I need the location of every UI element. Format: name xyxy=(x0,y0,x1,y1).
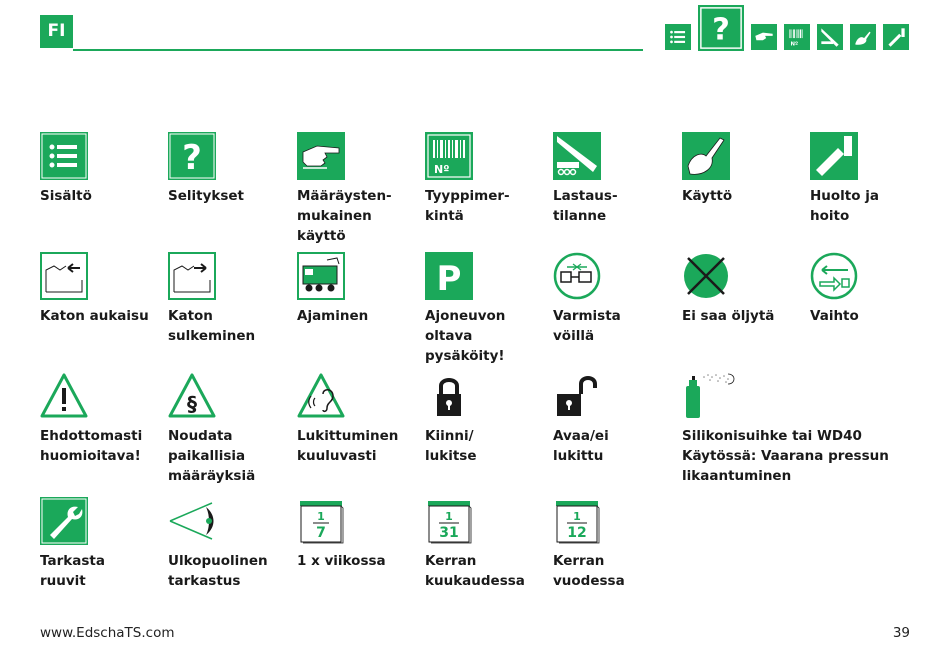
regulation-icon xyxy=(168,372,216,420)
legend-item-no-oil xyxy=(682,252,810,326)
footer-url[interactable]: www.EdschaTS.com xyxy=(40,625,175,641)
legend-item-driving xyxy=(297,252,425,326)
legend-item-audible-lock xyxy=(297,372,425,466)
legend-label: Kiinni/ lukitse xyxy=(425,428,477,464)
legend-item-maintenance xyxy=(810,132,938,226)
legend-label: Tyyppimer- kintä xyxy=(425,188,510,224)
lock-open-icon xyxy=(553,372,601,420)
svg-text:Nº: Nº xyxy=(434,163,450,176)
nav-pointing-hand-icon[interactable] xyxy=(751,24,777,50)
legend-item-explanations xyxy=(168,132,296,206)
header-rule xyxy=(73,49,643,51)
calendar-yearly-icon xyxy=(553,497,601,545)
roof-close-icon xyxy=(168,252,216,300)
legend-label: Ehdottomasti huomioitava! xyxy=(40,428,143,464)
legend-item-check-screws xyxy=(40,497,168,591)
legend-item-roof-open xyxy=(40,252,168,326)
check-belts-icon xyxy=(553,252,601,300)
legend-label: Ajaminen xyxy=(297,308,369,324)
nav-loading-icon[interactable] xyxy=(817,24,843,50)
legend-item-regulations xyxy=(168,372,296,486)
spray-can-icon xyxy=(682,372,742,420)
audible-lock-icon xyxy=(297,372,345,420)
page-number: 39 xyxy=(892,625,910,641)
legend-label: Silikonisuihke tai WD40 Käytössä: Vaarana pressun likaantuminen xyxy=(682,428,889,484)
calendar-monthly-icon xyxy=(425,497,473,545)
legend-label: Kerran kuukaudessa xyxy=(425,553,525,589)
legend-item-yearly xyxy=(553,497,681,591)
usage-icon xyxy=(682,132,730,180)
legend-label: Katon sulkeminen xyxy=(168,308,256,344)
legend-item-usage xyxy=(682,132,810,206)
no-oil-icon xyxy=(682,252,730,300)
legend-item-intended-use xyxy=(297,132,425,246)
nav-question-icon[interactable] xyxy=(698,5,744,51)
calendar-weekly-icon xyxy=(297,497,345,545)
nav-usage-icon[interactable] xyxy=(850,24,876,50)
replace-icon xyxy=(810,252,858,300)
wrench-icon xyxy=(40,497,88,545)
legend-item-monthly xyxy=(425,497,553,591)
visual-inspection-icon xyxy=(168,497,216,545)
legend-item-parking xyxy=(425,252,553,366)
legend-item-warning xyxy=(40,372,168,466)
svg-text:P: P xyxy=(436,259,462,299)
legend-label: Varmista vöillä xyxy=(553,308,621,344)
legend-item-replace xyxy=(810,252,938,326)
list-icon xyxy=(40,132,88,180)
legend-item-check-belts xyxy=(553,252,681,346)
legend-item-loading xyxy=(553,132,681,226)
maintenance-icon xyxy=(810,132,858,180)
svg-text:12: 12 xyxy=(567,525,587,541)
legend-item-lock-open xyxy=(553,372,681,466)
svg-text:?: ? xyxy=(182,138,202,178)
driving-icon xyxy=(297,252,345,300)
nav-maintenance-icon[interactable] xyxy=(883,24,909,50)
legend-label: Katon aukaisu xyxy=(40,308,149,324)
legend-label: Ajoneuvon oltava pysäköity! xyxy=(425,308,506,364)
legend-item-lock-closed xyxy=(425,372,553,466)
legend-label: Lastaus- tilanne xyxy=(553,188,618,224)
nav-list-icon[interactable] xyxy=(665,24,691,50)
parking-icon xyxy=(425,252,473,300)
legend-label: Tarkasta ruuvit xyxy=(40,553,105,589)
svg-text:1: 1 xyxy=(445,510,453,523)
warning-icon xyxy=(40,372,88,420)
legend-label: Kerran vuodessa xyxy=(553,553,625,589)
legend-item-type-label xyxy=(425,132,553,226)
svg-text:1: 1 xyxy=(573,510,581,523)
loading-icon xyxy=(553,132,601,180)
svg-text:1: 1 xyxy=(317,510,325,523)
svg-text:7: 7 xyxy=(316,525,326,541)
svg-text:Nº: Nº xyxy=(790,41,799,48)
legend-item-weekly xyxy=(297,497,425,571)
legend-label: Noudata paikallisia määräyksiä xyxy=(168,428,256,484)
svg-text:?: ? xyxy=(712,12,730,48)
legend-item-roof-close xyxy=(168,252,296,346)
legend-label: Ei saa öljytä xyxy=(682,308,775,324)
legend-label: Lukittuminen kuuluvasti xyxy=(297,428,399,464)
legend-label: Huolto ja hoito xyxy=(810,188,879,224)
svg-text:§: § xyxy=(187,392,197,416)
legend-label: Ulkopuolinen tarkastus xyxy=(168,553,268,589)
type-label-icon xyxy=(425,132,473,180)
question-icon xyxy=(168,132,216,180)
legend-label: 1 x viikossa xyxy=(297,553,386,569)
legend-label: Määräysten- mukainen käyttö xyxy=(297,188,392,244)
legend-label: Vaihto xyxy=(810,308,859,324)
legend-item-spray xyxy=(682,372,902,486)
legend-label: Selitykset xyxy=(168,188,245,204)
nav-type-label-icon[interactable] xyxy=(784,24,810,50)
legend-label: Avaa/ei lukittu xyxy=(553,428,609,464)
legend-label: Sisältö xyxy=(40,188,92,204)
svg-text:31: 31 xyxy=(439,525,459,541)
lock-closed-icon xyxy=(425,372,473,420)
legend-item-visual-inspection xyxy=(168,497,296,591)
pointing-hand-icon xyxy=(297,132,345,180)
legend-label: Käyttö xyxy=(682,188,733,204)
legend-item-contents xyxy=(40,132,168,206)
language-badge: FI xyxy=(40,15,73,48)
roof-open-icon xyxy=(40,252,88,300)
